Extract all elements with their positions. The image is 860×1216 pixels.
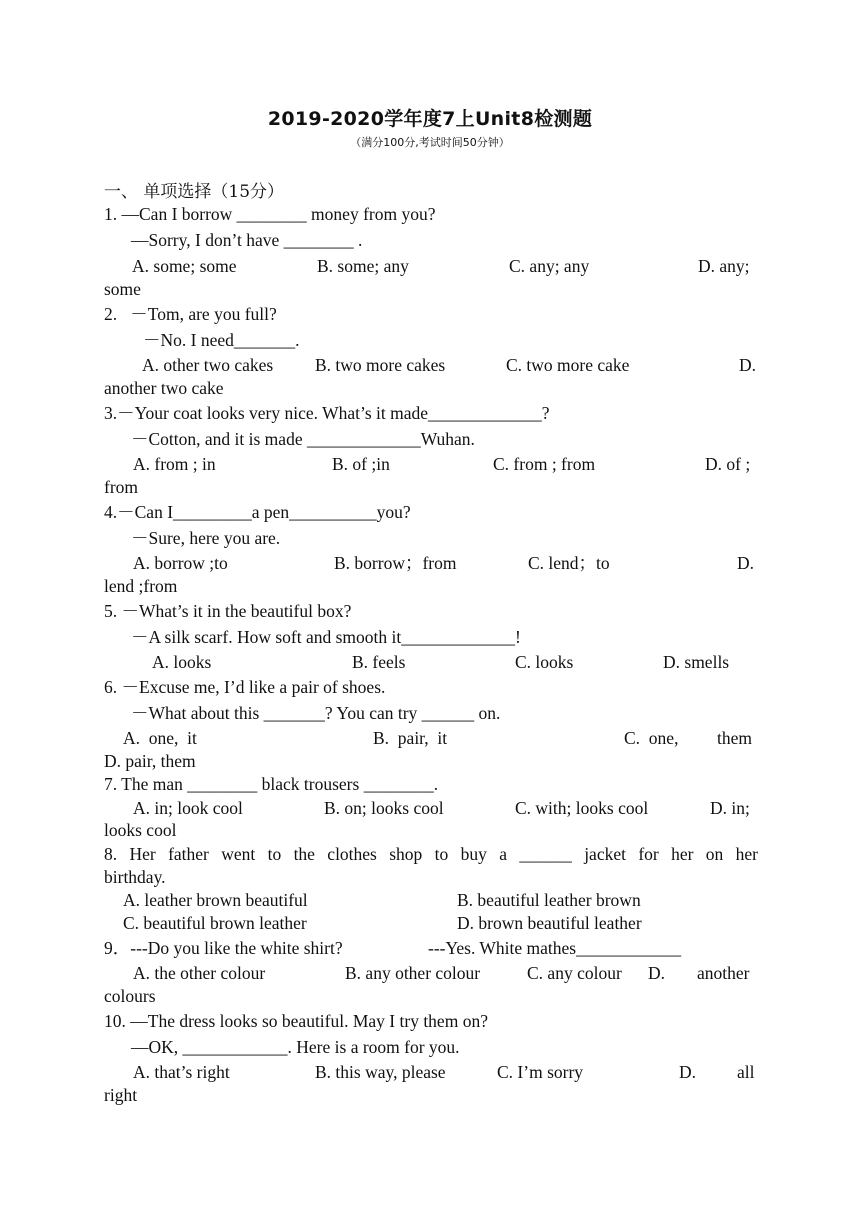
question-7-option-a: A. in; look cool bbox=[133, 798, 243, 818]
question-3-option-d-wrap: from bbox=[104, 477, 139, 497]
question-1-option-b: B. some; any bbox=[317, 256, 409, 276]
question-10-option-d: D. bbox=[679, 1062, 697, 1082]
question-5-option-c: C. looks bbox=[515, 652, 574, 672]
question-6-option-d: D. pair, them bbox=[104, 751, 196, 771]
question-4-option-a: A. borrow ;to bbox=[133, 553, 228, 573]
question-8-option-b: B. beautiful leather brown bbox=[457, 890, 641, 910]
question-7-option-b: B. on; looks cool bbox=[324, 798, 444, 818]
question-6-option-b: B. pair, it bbox=[373, 728, 448, 748]
question-4-option-b: B. borrow；from bbox=[334, 553, 457, 573]
question-6-reply: －What about this _______? You can try ______ on. bbox=[131, 703, 501, 723]
question-5-option-d: D. smells bbox=[663, 652, 730, 672]
question-10-stem: 10. —The dress looks so beautiful. May I try them on? bbox=[104, 1011, 488, 1031]
question-10-reply: —OK, ____________. Here is a room for you. bbox=[131, 1037, 460, 1057]
question-2-option-c: C. two more cake bbox=[506, 355, 630, 375]
question-7-stem: 7. The man ________ black trousers ________. bbox=[104, 774, 439, 794]
question-10-option-d-wrap: right bbox=[104, 1085, 138, 1105]
question-4-option-d-wrap: lend ;from bbox=[104, 576, 178, 596]
exam-subtitle: （满分100分,考试时间50分钟） bbox=[350, 136, 510, 149]
question-1-option-d: D. any; bbox=[698, 256, 750, 276]
question-3-reply: －Cotton, and it is made _____________Wuhan. bbox=[131, 429, 475, 449]
question-7-option-c: C. with; looks cool bbox=[515, 798, 649, 818]
question-6-option-c: C. one, bbox=[624, 728, 679, 748]
question-9-option-c: C. any colour bbox=[527, 963, 622, 983]
section-heading: 一、 单项选择（15分） bbox=[104, 182, 285, 202]
question-3-option-a: A. from ; in bbox=[133, 454, 216, 474]
question-2-option-d: D. bbox=[739, 355, 757, 375]
question-5-option-b: B. feels bbox=[352, 652, 406, 672]
question-2-option-a: A. other two cakes bbox=[142, 355, 274, 375]
question-4-option-d: D. bbox=[737, 553, 755, 573]
question-6-option-c-tail: them bbox=[717, 728, 752, 748]
question-6-option-a: A. one, it bbox=[123, 728, 197, 748]
question-8-option-d: D. brown beautiful leather bbox=[457, 913, 642, 933]
question-2-stem: 2. －Tom, are you full? bbox=[104, 304, 277, 324]
question-8-stem-wrap: birthday. bbox=[104, 867, 166, 887]
question-6-stem: 6. －Excuse me, I’d like a pair of shoes. bbox=[104, 677, 386, 697]
question-10-option-b: B. this way, please bbox=[315, 1062, 446, 1082]
question-8-stem: 8. Her father went to the clothes shop to buy a ______ jacket for her on her bbox=[104, 844, 758, 864]
question-5-stem: 5. －What’s it in the beautiful box? bbox=[104, 601, 352, 621]
question-2-option-d-wrap: another two cake bbox=[104, 378, 224, 398]
question-8-option-a: A. leather brown beautiful bbox=[123, 890, 308, 910]
question-2-reply: －No. I need_______. bbox=[143, 330, 300, 350]
question-5-reply: －A silk scarf. How soft and smooth it_____________! bbox=[131, 627, 521, 647]
exam-title: 2019-2020学年度7上Unit8检测题 bbox=[267, 108, 593, 130]
question-5-option-a: A. looks bbox=[152, 652, 212, 672]
question-1-reply: —Sorry, I don’t have ________ . bbox=[131, 230, 363, 250]
question-8-option-c: C. beautiful brown leather bbox=[123, 913, 307, 933]
question-3-option-d: D. of ; bbox=[705, 454, 751, 474]
question-3-stem: 3.－Your coat looks very nice. What’s it made_____________? bbox=[104, 403, 550, 423]
question-1-option-c: C. any; any bbox=[509, 256, 590, 276]
question-1-option-a: A. some; some bbox=[132, 256, 237, 276]
question-4-option-c: C. lend；to bbox=[528, 553, 610, 573]
question-7-option-d: D. in; bbox=[710, 798, 750, 818]
question-4-reply: －Sure, here you are. bbox=[131, 528, 281, 548]
question-9-reply: ---Yes. White mathes____________ bbox=[428, 938, 682, 958]
question-4-stem: 4.－Can I_________a pen__________you? bbox=[104, 502, 411, 522]
question-9-option-d-tail: another bbox=[697, 963, 750, 983]
question-9-stem: 9．---Do you like the white shirt? bbox=[104, 938, 343, 958]
question-9-option-d-wrap: colours bbox=[104, 986, 156, 1006]
question-1-stem: 1. —Can I borrow ________ money from you? bbox=[104, 204, 436, 224]
question-3-option-c: C. from ; from bbox=[493, 454, 596, 474]
question-2-option-b: B. two more cakes bbox=[315, 355, 446, 375]
question-3-option-b: B. of ;in bbox=[332, 454, 390, 474]
question-9-option-a: A. the other colour bbox=[133, 963, 266, 983]
question-9-option-d: D. bbox=[648, 963, 666, 983]
question-10-option-a: A. that’s right bbox=[133, 1062, 230, 1082]
question-9-option-b: B. any other colour bbox=[345, 963, 481, 983]
question-7-option-d-wrap: looks cool bbox=[104, 820, 177, 840]
question-10-option-d-tail: all bbox=[737, 1062, 755, 1082]
question-1-option-d-wrap: some bbox=[104, 279, 141, 299]
question-10-option-c: C. I’m sorry bbox=[497, 1062, 584, 1082]
